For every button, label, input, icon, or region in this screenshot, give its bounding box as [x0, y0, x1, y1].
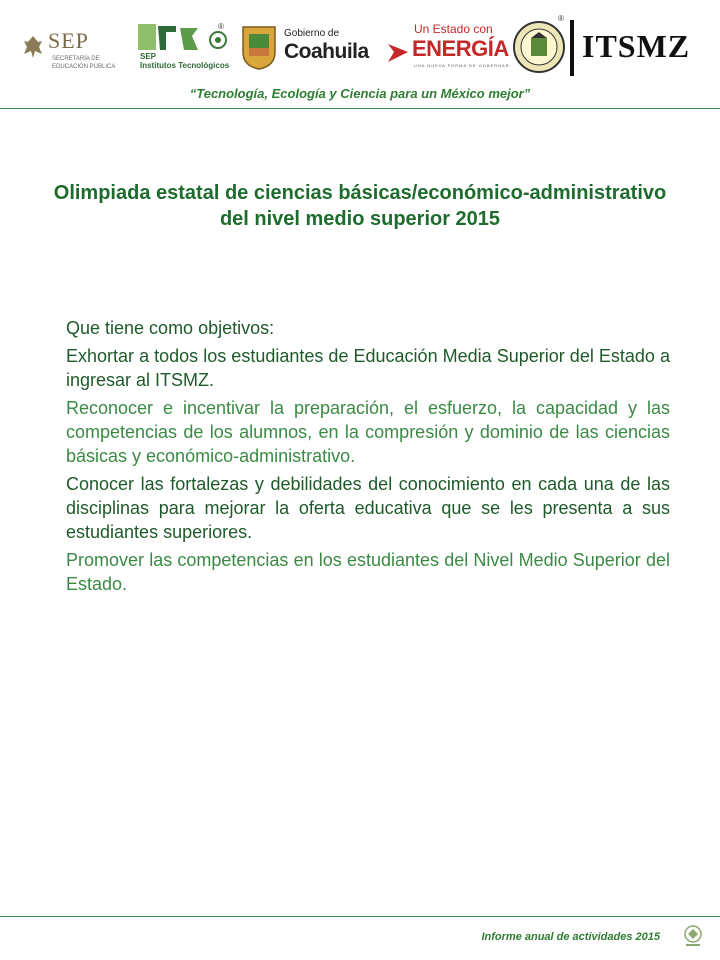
- itsmz-seal: [512, 20, 566, 74]
- footer-report-label: Informe anual de actividades 2015: [481, 931, 660, 943]
- energia-logo: [386, 22, 510, 72]
- sep-subtitle: SECRETARÍA DE EDUCACIÓN PÚBLICA: [52, 56, 116, 70]
- itsmz-registered-mark: ®: [558, 14, 564, 23]
- coahuila-big-text: Coahuila: [284, 40, 369, 63]
- institution-motto: “Tecnología, Ecología y Ciencia para un México mejor”: [189, 86, 531, 101]
- energia-top-text: Un Estado con: [414, 22, 493, 36]
- page-title: Olimpiada estatal de ciencias básicas/económico-administrativo del nivel medio superior 2015: [53, 182, 667, 230]
- it-line1: SEP: [140, 52, 157, 61]
- coahuila-logo: [240, 24, 380, 72]
- sep-wordmark: SEP: [48, 28, 89, 53]
- coahuila-shield-icon: [240, 24, 278, 70]
- header-divider: [0, 108, 720, 109]
- objective-item: Conocer las fortalezas y debilidades del conocimiento en cada una de las disciplinas para mejorar la oferta educativa que se les presenta a sus estudiantes superiores.: [66, 474, 670, 542]
- objective-item: Promover las competencias en los estudiantes del Nivel Medio Superior del Estado.: [66, 550, 670, 594]
- objectives-section: [66, 316, 670, 600]
- tecnologicos-logo: [136, 22, 232, 74]
- objective-item: Exhortar a todos los estudiantes de Educación Media Superior del Estado a ingresar al ITSMZ.: [66, 346, 670, 390]
- itsmz-wordmark: ITSMZ: [582, 28, 691, 64]
- itsmz-bar: [570, 20, 574, 76]
- header-logos: [0, 0, 720, 84]
- energia-big-text: ENERGÍA: [412, 36, 509, 61]
- energia-star-icon: [386, 38, 412, 68]
- footer-logo-icon: [682, 924, 704, 948]
- footer-divider: [0, 916, 720, 917]
- eagle-icon: [22, 34, 44, 60]
- energia-tagline: UNA NUEVA FORMA DE GOBERNAR: [414, 63, 510, 68]
- sep-logo: [22, 28, 118, 78]
- it-line2: Institutos Tecnológicos: [140, 61, 230, 70]
- seal-icon: [512, 20, 566, 74]
- itsmz-logo: [558, 14, 698, 78]
- it-registered-mark: ®: [218, 22, 224, 31]
- objectives-intro: Que tiene como objetivos:: [66, 318, 275, 338]
- coahuila-small-text: Gobierno de: [284, 28, 340, 39]
- objective-item: Reconocer e incentivar la preparación, el esfuerzo, la capacidad y las competencias de los alumnos, en la compresión y dominio de las ciencias básicas y económico-administrativo.: [66, 398, 670, 466]
